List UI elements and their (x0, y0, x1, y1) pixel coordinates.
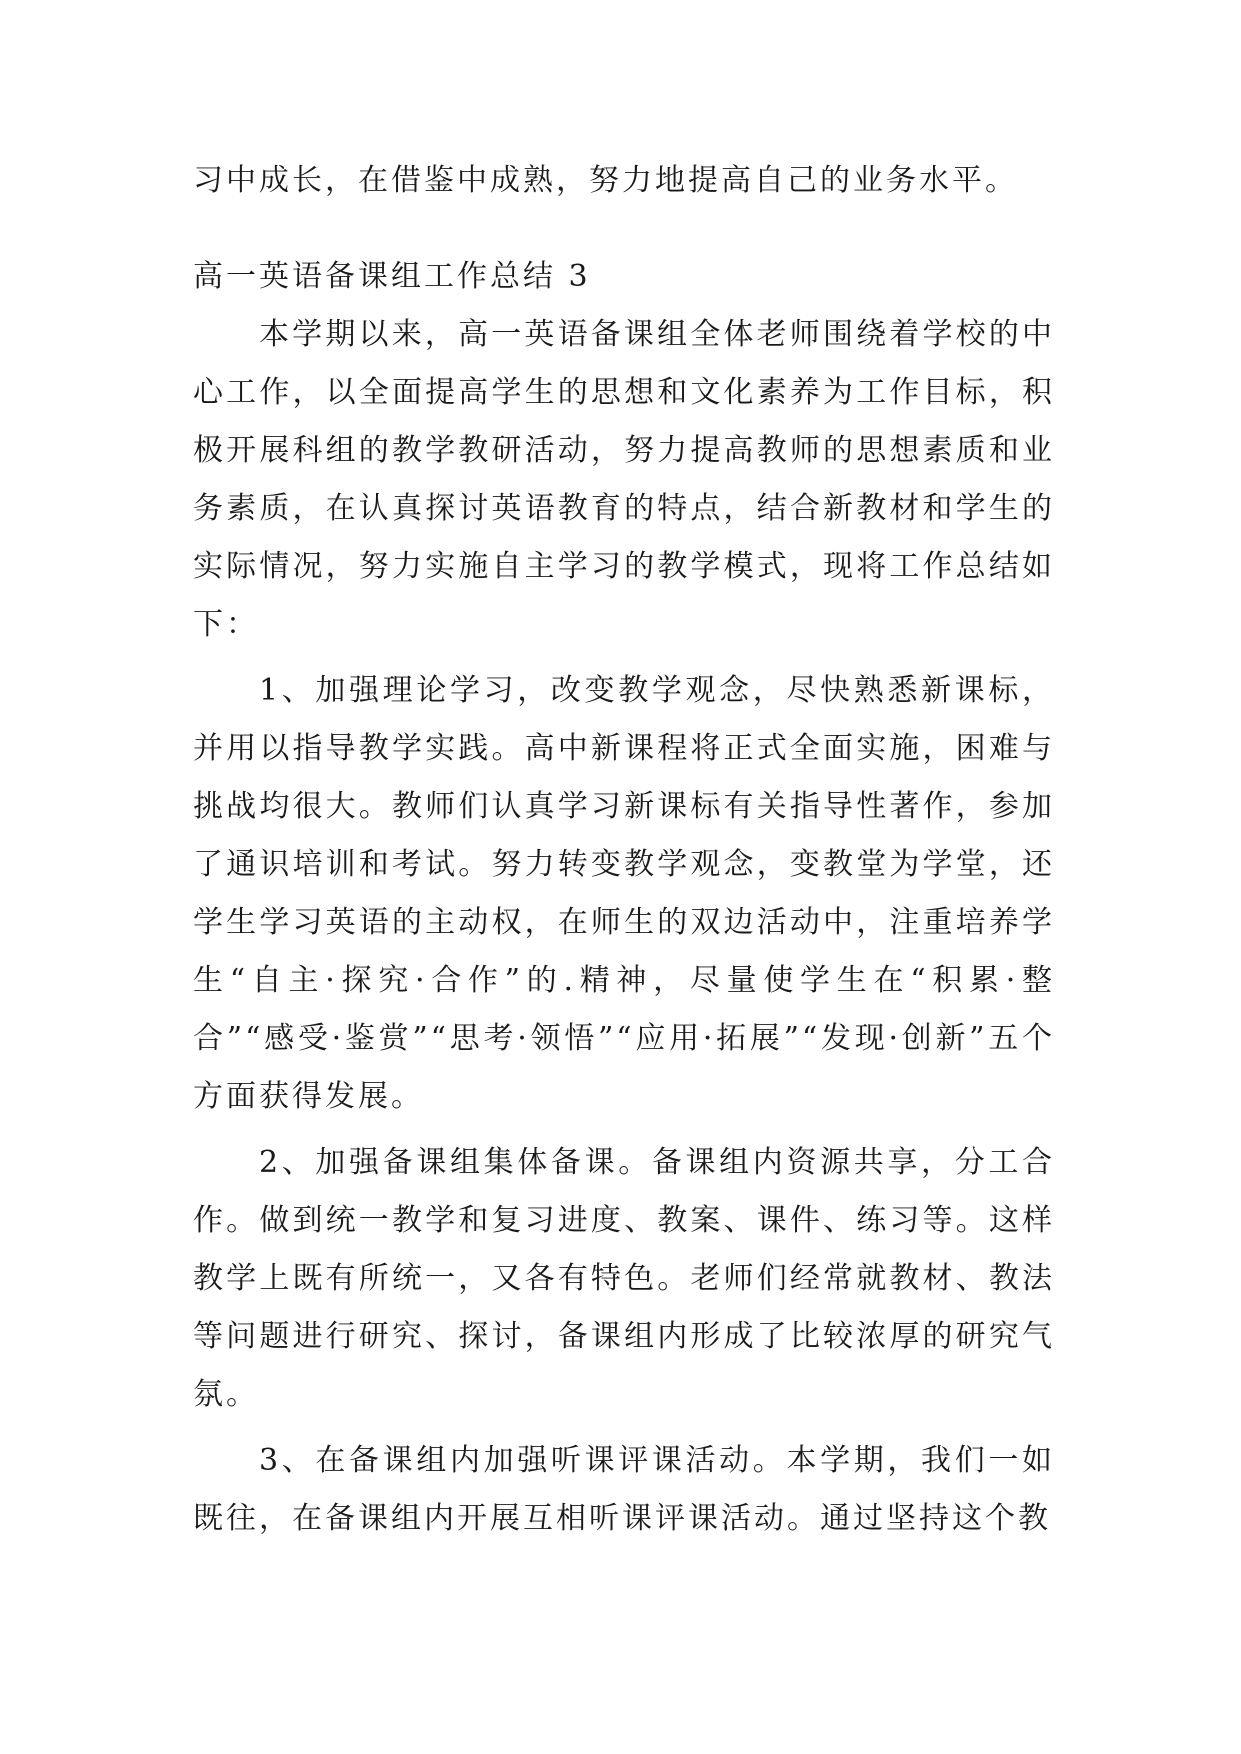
paragraph-item-3: 3、在备课组内加强听课评课活动。本学期，我们一如既往，在备课组内开展互相听课评课活动。通过坚持这个教 (193, 1443, 1055, 1536)
paragraph-item-1: 1、加强理论学习，改变教学观念，尽快熟悉新课标，并用以指导教学实践。高中新课程将正式全面实施，困难与挑战均很大。教师们认真学习新课标有关指导性著作，参加了通识培训和考试。努力转变教学观念，变教堂为学堂，还学生学习英语的主动权，在师生的双边活动中，注重培养学生“自主·探究·合作”的.精神，尽量使学生在“积累·整合”“感受·鉴赏”“思考·领悟”“应用·拓展”“发现·创新”五个方面获得发展。 (193, 673, 1055, 1114)
section-title: 高一英语备课组工作总结 3 (193, 259, 591, 294)
continued-paragraph: 习中成长，在借鉴中成熟，努力地提高自己的业务水平。 (193, 163, 1018, 198)
paragraph-intro: 本学期以来，高一英语备课组全体老师围绕着学校的中心工作，以全面提高学生的思想和文化素养为工作目标，积极开展科组的教学教研活动，努力提高教师的思想素质和业务素质，在认真探讨英语教育的特点，结合新教材和学生的实际情况，努力实施自主学习的教学模式，现将工作总结如下： (193, 317, 1055, 642)
document-body (193, 152, 1055, 1548)
paragraph-item-2: 2、加强备课组集体备课。备课组内资源共享，分工合作。做到统一教学和复习进度、教案、课件、练习等。这样教学上既有所统一，又各有特色。老师们经常就教材、教法等问题进行研究、探讨，备课组内形成了比较浓厚的研究气氛。 (193, 1145, 1055, 1412)
